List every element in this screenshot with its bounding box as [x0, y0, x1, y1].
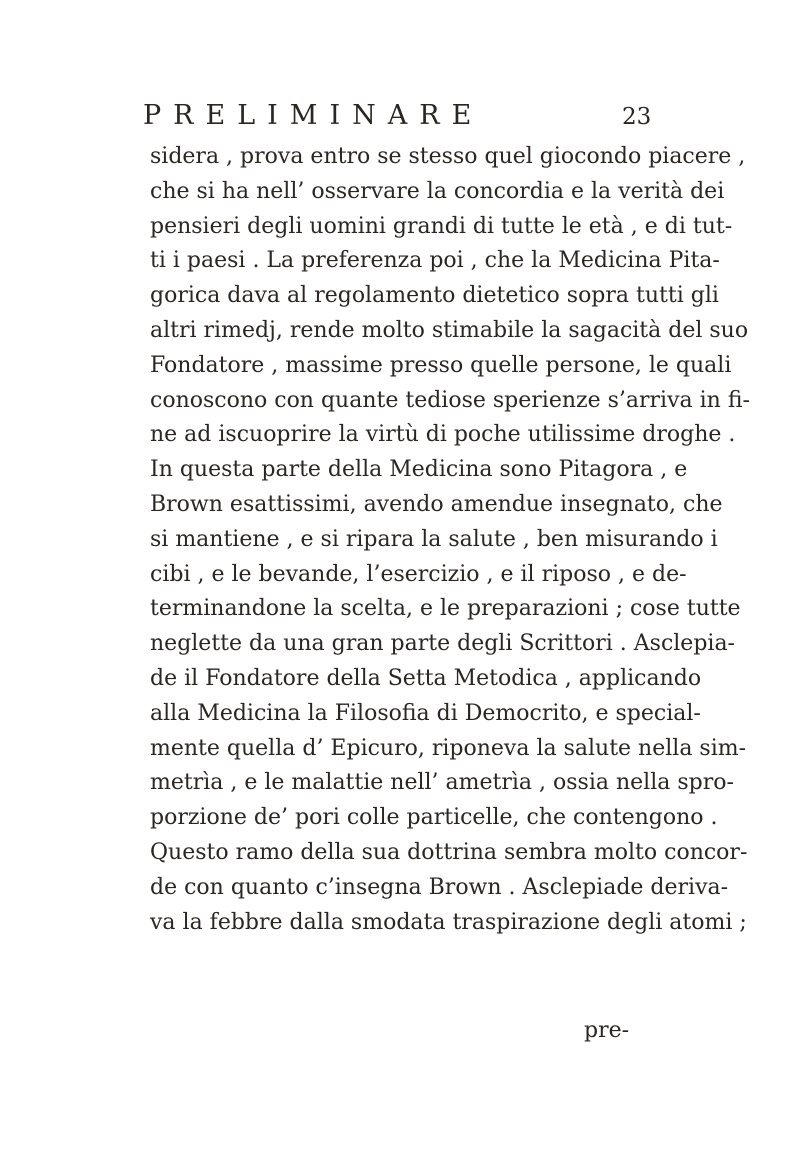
text-line: metrìa , e le malattie nell’ ametrìa , ossia nella spro-	[150, 770, 734, 796]
text-line: cibi , e le bevande, l’esercizio , e il riposo , e de-	[150, 561, 687, 587]
body-text	[150, 140, 750, 940]
text-line: de il Fondatore della Setta Metodica , applicando	[150, 665, 702, 691]
text-line: Questo ramo della sua dottrina sembra molto concor-	[150, 839, 748, 865]
text-line: ne ad iscuoprire la virtù di poche utilissime droghe .	[150, 422, 736, 448]
text-line: neglette da una gran parte degli Scrittori . Asclepia-	[150, 631, 735, 657]
text-line: ti i paesi . La preferenza poi , che la Medicina Pita-	[150, 248, 720, 274]
text-line: gorica dava al regolamento dietetico sopra tutti gli	[150, 283, 719, 309]
text-line: mente quella d’ Epicuro, riponeva la salute nella sim-	[150, 735, 747, 761]
catchword: pre-	[584, 1018, 630, 1043]
text-line: altri rimedj, rende molto stimabile la sagacità del suo	[150, 317, 749, 343]
text-line: conoscono con quante tediose sperienze s’arriva in fi-	[150, 387, 750, 413]
running-title: PRELIMINARE	[143, 100, 484, 131]
text-line: va la febbre dalla smodata traspirazione degli atomi ;	[150, 909, 747, 935]
text-line: pensieri degli uomini grandi di tutte le età , e di tut-	[150, 213, 733, 239]
text-line: sidera , prova entro se stesso quel giocondo piacere ,	[150, 144, 746, 169]
text-line: si mantiene , e si ripara la salute , ben misurando i	[150, 526, 718, 552]
text-line: porzione de’ pori colle particelle, che contengono .	[150, 805, 718, 831]
text-line: alla Medicina la Filosofia di Democrito, e special-	[150, 700, 701, 726]
text-line: che si ha nell’ osservare la concordia e la verità dei	[150, 178, 725, 204]
text-line: terminandone la scelta, e le preparazioni ; cose tutte	[150, 596, 741, 622]
text-line: Brown esattissimi, avendo amendue insegnato, che	[150, 491, 723, 517]
page-number: 23	[622, 104, 652, 130]
text-line: Fondatore , massime presso quelle persone, le quali	[150, 352, 732, 378]
running-head	[0, 100, 800, 140]
text-line: de con quanto c’insegna Brown . Asclepiade deriva-	[150, 874, 729, 900]
text-line: In questa parte della Medicina sono Pitagora , e	[150, 457, 688, 483]
